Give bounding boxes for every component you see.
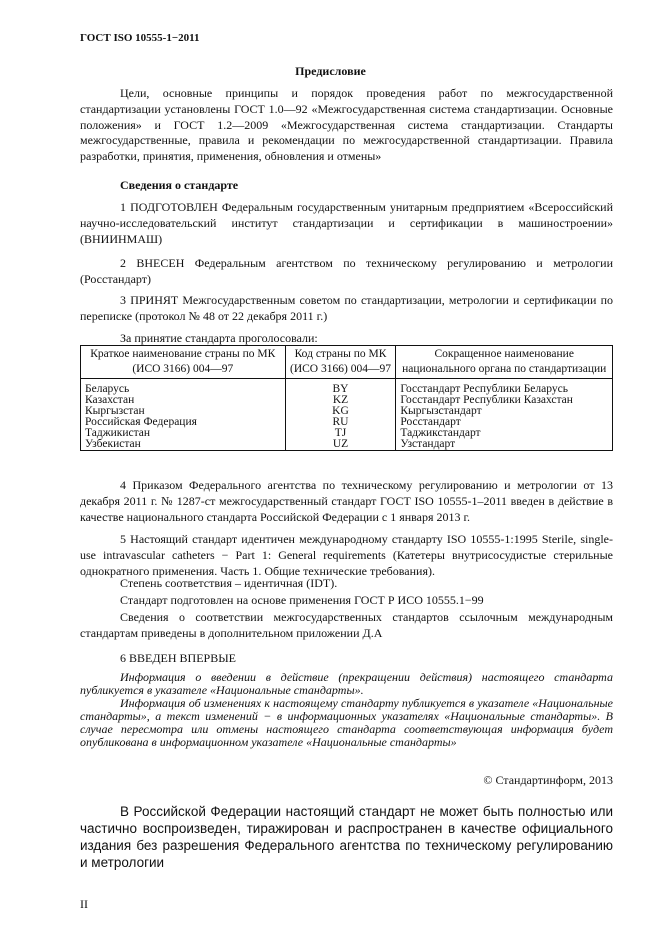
table-row bbox=[81, 417, 613, 428]
publication-info: Информация о введении в действие (прекращении действия) настоящего стандарта публикуется в указателе «Национальные стандарты». bbox=[80, 670, 613, 697]
item-introduced: 2 ВНЕСЕН Федеральным агентством по техническому регулированию и метрологии (Росстандарт) bbox=[80, 256, 613, 286]
body-cell: Кыргызстандарт bbox=[396, 406, 613, 417]
item-prepared: 1 ПОДГОТОВЛЕН Федеральным государственным унитарным предприятием «Всероссийский научно-исследовательский институт стандартизации и сертификации в машиностроении» (ВНИИНМАШ) bbox=[80, 200, 613, 246]
voting-table bbox=[80, 345, 613, 451]
body-cell: Госстандарт Республики Казахстан bbox=[396, 395, 613, 406]
rights-notice: В Российской Федерации настоящий стандарт не может быть полностью или частично воспроизведен, тиражирован и распространен в качестве официального издания без разрешения Федерального агентства по техническому регулированию и метрологии bbox=[80, 804, 613, 870]
basis-line: Стандарт подготовлен на основе применения ГОСТ Р ИСО 10555.1−99 bbox=[120, 593, 484, 607]
code-cell: RU bbox=[285, 417, 396, 428]
country-cell: Беларусь bbox=[81, 379, 286, 396]
vote-caption: За принятие стандарта проголосовали: bbox=[120, 331, 318, 345]
changes-info: Информация об изменениях к настоящему стандарту публикуется в указателе «Национальные стандарты», а текст изменений − в информационных указателях «Национальные стандарты». В случае пересмотра или отмены настоящего стандарта соответствующая информация будет опубликована в информационном указателе «Национальные стандарты» bbox=[80, 696, 613, 749]
table-row bbox=[81, 379, 613, 396]
body-cell: Росстандарт bbox=[396, 417, 613, 428]
references-paragraph: Сведения о соответствии межгосударственных стандартов ссылочным международным стандартам приведены в дополнительном приложении Д.А bbox=[80, 610, 613, 640]
degree-line: Степень соответствия – идентичная (IDT). bbox=[120, 576, 338, 590]
country-cell: Таджикистан bbox=[81, 428, 286, 439]
item-first-introduced: 6 ВВЕДЕН ВПЕРВЫЕ bbox=[120, 651, 236, 665]
copyright: © Стандартинформ, 2013 bbox=[483, 773, 613, 787]
country-cell: Узбекистан bbox=[81, 439, 286, 451]
document-header: ГОСТ ISO 10555-1−2011 bbox=[80, 32, 200, 44]
body-cell: Узстандарт bbox=[396, 439, 613, 451]
code-cell: UZ bbox=[285, 439, 396, 451]
country-cell: Казахстан bbox=[81, 395, 286, 406]
item-identical: 5 Настоящий стандарт идентичен международному стандарту ISO 10555-1:1995 Sterile, single-use intravascular catheters − Part 1: General requirements (Катетеры внутрисосудистые стерильные однократного применения. Часть 1. Общие технические требования). bbox=[80, 532, 613, 578]
header-country: Краткое наименование страны по МК (ИСО 3166) 004—97 bbox=[81, 346, 286, 379]
section-title: Предисловие bbox=[295, 64, 366, 78]
code-cell: KZ bbox=[285, 395, 396, 406]
table-row bbox=[81, 439, 613, 451]
code-cell: KG bbox=[285, 406, 396, 417]
table-header-row bbox=[81, 346, 613, 379]
country-cell: Кыргызстан bbox=[81, 406, 286, 417]
item-enacted: 4 Приказом Федерального агентства по техническому регулированию и метрологии от 13 декабря 2011 г. № 1287-ст межгосударственный стандарт ГОСТ ISO 10555-1–2011 введен в действие в качестве национального стандарта Российской Федерации с 1 января 2013 г. bbox=[80, 478, 613, 524]
body-cell: Госстандарт Республики Беларусь bbox=[396, 379, 613, 396]
header-code: Код страны по МК (ИСО 3166) 004—97 bbox=[285, 346, 396, 379]
code-cell: TJ bbox=[285, 428, 396, 439]
code-cell: BY bbox=[285, 379, 396, 396]
body-cell: Таджикстандарт bbox=[396, 428, 613, 439]
standard-info-heading: Сведения о стандарте bbox=[120, 178, 239, 192]
item-adopted: 3 ПРИНЯТ Межгосударственным советом по стандартизации, метрологии и сертификации по переписке (протокол № 48 от 22 декабря 2011 г.) bbox=[80, 293, 613, 323]
header-body: Сокращенное наименование национального органа по стандартизации bbox=[396, 346, 613, 379]
country-cell: Российская Федерация bbox=[81, 417, 286, 428]
intro-paragraph: Цели, основные принципы и порядок проведения работ по межгосударственной стандартизации установлены ГОСТ 1.0—92 «Межгосударственная система стандартизации. Основные положения» и ГОСТ 1.2—2009 «Межгосударственная система стандартизации. Стандарты межгосударственные, правила и рекомендации по межгосударственной стандартизации. Правила разработки, принятия, применения, обновления и отмены» bbox=[80, 86, 613, 164]
page-number: II bbox=[80, 897, 88, 911]
